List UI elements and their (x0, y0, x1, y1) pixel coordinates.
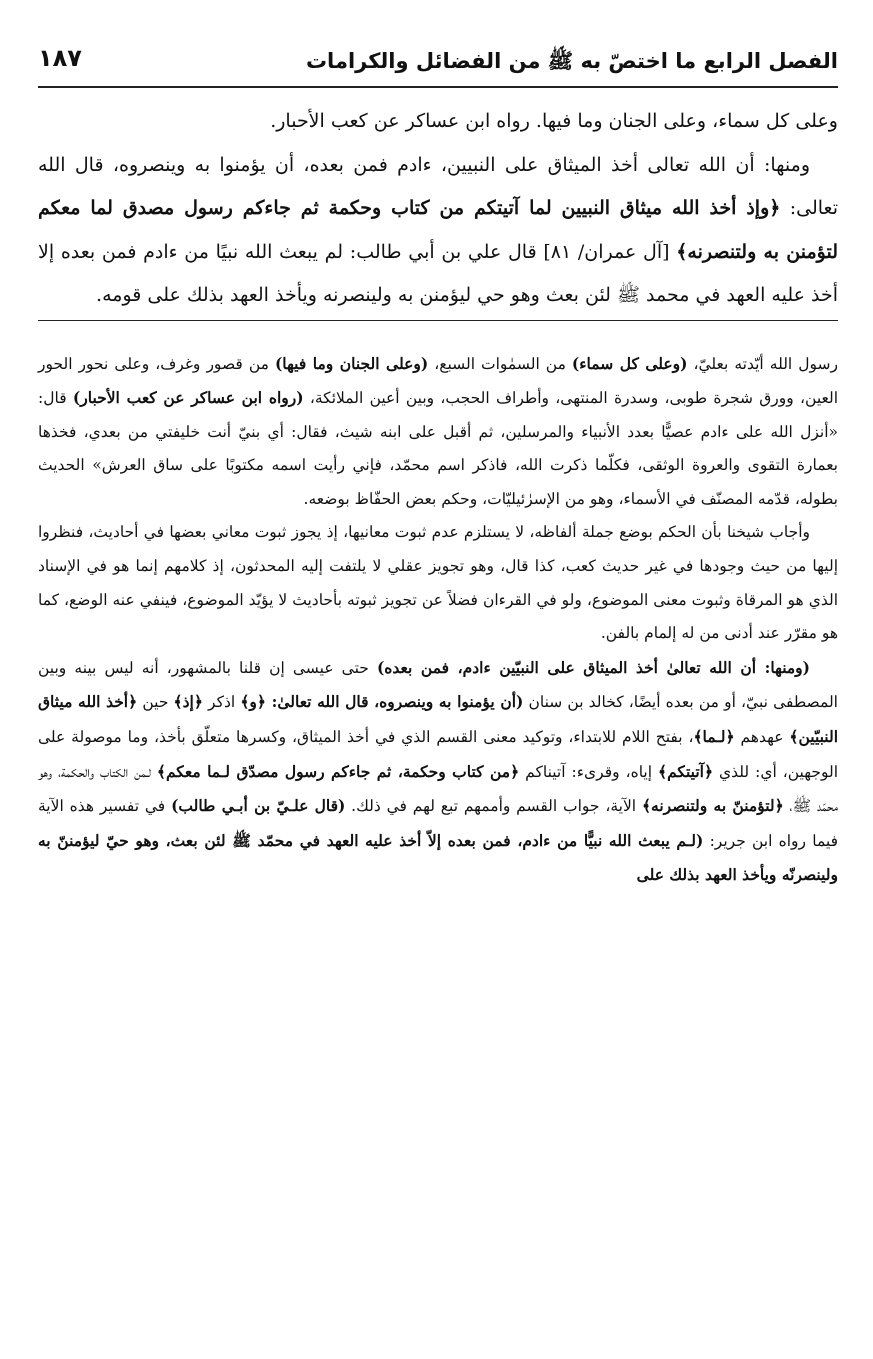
commentary-run: اذكر (202, 693, 241, 712)
chapter-title: الفصل الرابع ما اختصّ به ﷺ من الفضائل والكرامات (305, 49, 838, 73)
commentary-paragraph-1 (38, 347, 838, 517)
commentary-run: إياه، وقرىء: آتيناكم (519, 762, 659, 781)
commentary-run: ، بفتح اللام للابتداء، وتوكيد معنى القسم الذي في أخذ الميثاق، وكسرها متعلّق بأخذ، وما موصولة على الوجهين، أي: للذي (38, 728, 839, 781)
quran-word: ﴿آتيتكم﴾ (658, 761, 714, 781)
main-text-run: [آل عمران/ ٨١] قال علي بن أبي طالب: لم يبعث الله نبيًا من ءادم فمن بعده إلا أخذ عليه العهد في محمد ﷺ لئن بعث وهو حي ليؤمنن به ولينصرنه ويأخذ العهد بذلك على قومه. (38, 240, 838, 306)
commentary-run: قال: «أنزل الله على ءادم عصيًّا بعدد الأنبياء والمرسلين، ثم أقبل على ابنه شيث، فقال: أي بنيّ أنت خليفتي من بعدي، فخذها بعمارة التقوى والعروة الوثقى، فكلّما ذكرت الله، فاذكر اسم محمّد، فإني رأيت اسمه مكتوبًا على ساق العرش» الحديث بطوله، قدّمه المصنّف في الأسماء، وهو من الإسرٰئيليّات، وحكم بعض الحفّاظ بوضعه. (38, 389, 838, 508)
running-header (38, 40, 838, 88)
commentary-run: لـمن الكتاب والحكمة، وهو محمّد ﷺ، (38, 762, 839, 816)
quoted-matn: (ومنها: أن الله تعالىٰ أخذ الميثاق على النبيّين ءادم، فمن بعده) (376, 657, 810, 677)
main-paragraph-1: وعلى كل سماء، وعلى الجنان وما فيها. رواه ابن عساكر عن كعب الأحبار. (270, 110, 838, 132)
quoted-matn: (قال علـيّ بن أبـي طالب) (171, 796, 346, 816)
main-text-run: ومنها: أن الله تعالى أخذ الميثاق على النبيين، ءادم فمن بعده، أن يؤمنوا به وينصروه، قال الله تعالى: (38, 153, 838, 219)
commentary-paragraph-3 (38, 651, 838, 893)
commentary-paragraph-2: وأجاب شيخنا بأن الحكم بوضع جملة ألفاظه، لا يستلزم عدم ثبوت معانيها، إذ يجوز ثبوت معاني بعضها في أحاديث، فنظروا إليها من حيث وجودها في غير حديث كعب، كذا قال، وهو تجويز عقلي لا يلتفت إليه المحدثون، إذ كلامهم إنما هو في الإسناد الذي هو المرقاة وثبوت معنى الموضوع، ولو في القرءان فضلاً عن تجويز ثبوته بأحاديث لا يؤيّد الموضوع، فينفي عنه الوضع، كما هو مقرّر عند أدنى من له إلمام بالفن. (38, 523, 838, 643)
quoted-matn: (أن يؤمنوا به وينصروه، قال الله تعالىٰ: (271, 692, 524, 712)
page (38, 40, 838, 893)
main-paragraph-2 (38, 144, 838, 318)
main-text (38, 100, 838, 318)
commentary-run: من السمٰوات السبع، (428, 354, 572, 373)
commentary-run: رسول الله أيّدته بعليّ، (687, 354, 839, 373)
commentary-run: في تفسير هذه الآية فيما رواه ابن جرير: (38, 797, 838, 850)
quran-word: ﴿لـما﴾ (693, 727, 735, 747)
commentary-run: حين (137, 693, 174, 712)
quran-word: ﴿من كتاب وحكمة، ثم جاءكم رسول مصدّق لـما معكم﴾ (156, 761, 520, 781)
section-divider (38, 320, 838, 321)
page-number: ١٨٧ (38, 44, 82, 72)
quoted-matn: (لـم يبعث الله نبيًّا من ءادم، فمن بعده إلاّ أخذ عليه العهد في محمّد ﷺ لئن بعث، وهو حيّ ليؤمننّ به ولينصرنّه ويأخذ العهد بذلك على (38, 830, 838, 885)
quoted-matn: (وعلى الجنان وما فيها) (274, 353, 429, 373)
quran-word: ﴿أخذ الله ميثاق النبيّين﴾ (38, 692, 839, 747)
commentary-run: حتى عيسى إن قلنا بالمشهور، أنه ليس بينه وبين المصطفى نبيّ، أو من بعده أيضًا، كخالد بن سنان (38, 658, 838, 712)
commentary (38, 347, 838, 894)
quran-word: ﴿لتؤمننّ به ولتنصرنه﴾ (641, 796, 784, 816)
commentary-run: من قصور وغرف، وعلى نحور الحور العين، وورق شجرة طوبى، وسدرة المنتهى، وأطراف الحجب، وبين أعين الملائكة، (38, 354, 839, 408)
quoted-matn: (وعلى كل سماء) (571, 353, 688, 373)
quran-verse: ﴿وإذ أخذ الله ميثاق النبيين لما آتيتكم من كتاب وحكمة ثم جاءكم رسول مصدق لما معكم لتؤمنن به ولتنصرنه﴾ (38, 197, 838, 263)
quran-word: ﴿و﴾ (240, 692, 272, 712)
quran-word: ﴿إذ﴾ (173, 692, 203, 712)
commentary-run: الآية، جواب القسم وأممهم تبع لهم في ذلك. (345, 797, 642, 816)
commentary-run: عهدهم (734, 728, 790, 747)
quoted-matn: (رواه ابن عساكر عن كعب الأحبار) (72, 388, 304, 408)
